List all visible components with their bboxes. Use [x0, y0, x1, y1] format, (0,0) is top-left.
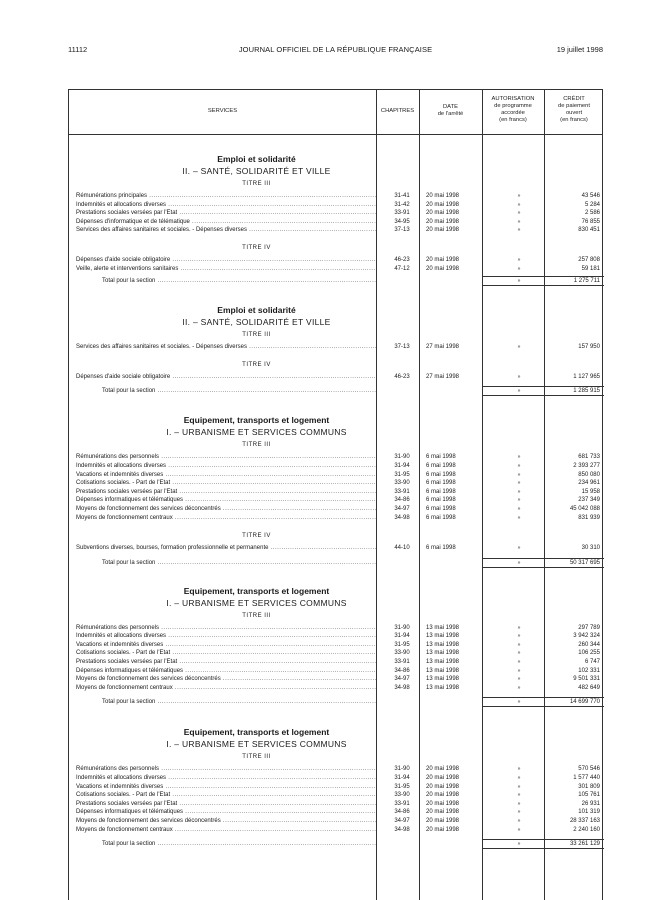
- row-date: 20 mai 1998: [426, 201, 460, 208]
- titre-heading: TITRE III: [242, 612, 271, 619]
- row-label: Moyens de fonctionnement centraux .....: [76, 514, 376, 523]
- table-row: [69, 783, 604, 792]
- budget-section: [69, 396, 604, 567]
- row-date: 20 mai 1998: [426, 210, 460, 217]
- total-autorisation: »: [517, 841, 521, 848]
- table-row: [69, 791, 604, 800]
- row-credit: 237 349: [578, 497, 600, 504]
- total-label: Total pour la section .....: [102, 276, 377, 286]
- row-autorisation: »: [517, 775, 521, 782]
- row-label: Vacations et indemnités diverses .....: [76, 783, 376, 792]
- row-autorisation: »: [517, 480, 521, 487]
- row-autorisation: »: [517, 792, 521, 799]
- row-date: 6 mai 1998: [426, 488, 456, 495]
- row-date: 20 mai 1998: [426, 218, 460, 225]
- row-autorisation: »: [517, 454, 521, 461]
- row-label: Dépenses informatiques et télématiques .....: [76, 808, 376, 817]
- row-label: Indemnités et allocations diverses .....: [76, 774, 376, 783]
- row-chapitre: 31-90: [394, 624, 410, 631]
- section-total-row: [69, 839, 604, 849]
- titre-heading: TITRE IV: [242, 533, 271, 540]
- column-header-date: DATE de l'arrêté: [437, 104, 464, 117]
- row-credit: 106 255: [578, 650, 600, 657]
- ministry-title: Equipement, transports et logement: [183, 415, 330, 426]
- row-date: 6 mai 1998: [426, 471, 456, 478]
- column-header-chapitres: CHAPITRES: [380, 108, 415, 114]
- row-credit: 30 310: [581, 545, 600, 552]
- row-autorisation: »: [517, 809, 521, 816]
- row-date: 20 mai 1998: [426, 227, 460, 234]
- table-row: [69, 808, 604, 817]
- table-row: [69, 817, 604, 826]
- row-credit: 101 319: [578, 809, 600, 816]
- row-credit: 1 577 440: [573, 775, 600, 782]
- row-credit: 76 855: [581, 218, 600, 225]
- row-chapitre: 33-90: [394, 480, 410, 487]
- section-subtitle: II. – SANTÉ, SOLIDARITÉ ET VILLE: [182, 166, 331, 176]
- row-chapitre: 31-94: [394, 633, 410, 640]
- row-credit: 297 789: [578, 624, 600, 631]
- row-credit: 850 080: [578, 471, 600, 478]
- row-autorisation: »: [517, 462, 521, 469]
- section-subtitle: II. – SANTÉ, SOLIDARITÉ ET VILLE: [182, 317, 331, 328]
- section-total-row: [69, 386, 604, 396]
- row-chapitre: 34-97: [394, 505, 410, 512]
- row-chapitre: 37-13: [394, 227, 410, 234]
- row-chapitre: 33-91: [394, 800, 410, 807]
- row-autorisation: »: [517, 667, 521, 674]
- budget-section: [69, 707, 604, 849]
- row-autorisation: »: [517, 265, 521, 272]
- row-chapitre: 31-95: [394, 783, 410, 790]
- row-autorisation: »: [517, 505, 521, 512]
- total-credit: 33 261 129: [569, 841, 600, 848]
- table-row: [69, 684, 604, 693]
- total-autorisation: »: [517, 559, 521, 566]
- row-credit: 157 950: [578, 344, 600, 351]
- row-chapitre: 34-98: [394, 826, 410, 833]
- table-row: [69, 201, 604, 210]
- row-label: Prestations sociales versées par l'Etat .....: [76, 800, 376, 809]
- row-autorisation: »: [517, 783, 521, 790]
- row-date: 20 mai 1998: [426, 783, 460, 790]
- row-chapitre: 34-97: [394, 818, 410, 824]
- table-row: [69, 471, 604, 480]
- row-chapitre: 33-91: [394, 488, 410, 495]
- row-autorisation: »: [517, 818, 521, 824]
- row-label: Prestations sociales versées par l'Etat .....: [76, 658, 376, 667]
- row-autorisation: »: [517, 545, 521, 552]
- row-label: Moyens de fonctionnement centraux .....: [76, 684, 376, 693]
- table-row: [69, 462, 604, 471]
- row-date: 6 mai 1998: [426, 480, 456, 487]
- row-date: 13 mai 1998: [426, 633, 460, 640]
- section-total-row: [69, 558, 604, 568]
- row-date: 20 mai 1998: [426, 792, 460, 799]
- row-autorisation: »: [517, 676, 521, 683]
- row-credit: 15 958: [581, 488, 600, 495]
- table-row: [69, 265, 604, 274]
- section-total-row: [69, 697, 604, 707]
- row-autorisation: »: [517, 624, 521, 631]
- row-chapitre: 31-90: [394, 454, 410, 461]
- table-row: [69, 192, 604, 201]
- total-autorisation: »: [517, 278, 521, 285]
- row-date: 20 mai 1998: [426, 775, 460, 782]
- table-row: [69, 624, 604, 633]
- row-autorisation: »: [517, 193, 521, 199]
- table-row: [69, 667, 604, 676]
- row-chapitre: 31-95: [394, 471, 410, 478]
- row-label: Services des affaires sanitaires et sociales. - Dépenses diverses .....: [76, 343, 376, 352]
- page-number: 11112: [68, 45, 88, 54]
- row-date: 27 mai 1998: [426, 344, 460, 351]
- row-date: 20 mai 1998: [426, 818, 460, 824]
- row-chapitre: 34-86: [394, 497, 410, 504]
- row-credit: 105 761: [578, 792, 600, 799]
- row-label: Rémunérations principales .....: [76, 192, 376, 201]
- row-autorisation: »: [517, 227, 521, 234]
- column-header-autorisation: AUTORISATION de programme accordée (en francs): [491, 96, 535, 123]
- row-label: Dépenses d'informatique et de télématique .....: [76, 218, 376, 227]
- row-date: 13 mai 1998: [426, 650, 460, 657]
- row-label: Rémunérations des personnels .....: [76, 624, 376, 633]
- row-credit: 28 337 163: [569, 818, 600, 824]
- titre-heading: TITRE III: [242, 332, 271, 339]
- row-autorisation: »: [517, 210, 521, 217]
- budget-section: [69, 568, 604, 708]
- total-credit: 14 699 770: [569, 699, 600, 706]
- table-row: [69, 343, 604, 352]
- row-chapitre: 31-42: [394, 201, 410, 208]
- row-label: Dépenses d'aide sociale obligatoire .....: [76, 256, 376, 265]
- header-divider: [69, 134, 602, 135]
- section-total-row: [69, 276, 604, 286]
- row-credit: 102 331: [578, 667, 600, 674]
- total-label: Total pour la section .....: [102, 558, 377, 568]
- row-date: 27 mai 1998: [426, 373, 460, 380]
- row-credit: 482 649: [578, 684, 600, 691]
- budget-section: [69, 286, 604, 396]
- row-label: Dépenses informatiques et télématiques .....: [76, 667, 376, 676]
- row-label: Prestations sociales versées par l'Etat .....: [76, 209, 376, 218]
- row-autorisation: »: [517, 218, 521, 225]
- table-row: [69, 256, 604, 265]
- row-autorisation: »: [517, 633, 521, 640]
- row-autorisation: »: [517, 344, 521, 351]
- row-chapitre: 34-98: [394, 514, 410, 521]
- page-header: [68, 45, 603, 57]
- row-date: 20 mai 1998: [426, 265, 460, 272]
- table-row: [69, 632, 604, 641]
- table-row: [69, 209, 604, 218]
- table-row: [69, 488, 604, 497]
- row-date: 13 mai 1998: [426, 641, 460, 648]
- total-autorisation: »: [517, 388, 521, 395]
- row-credit: 6 747: [584, 659, 600, 666]
- row-credit: 2 393 277: [573, 462, 600, 469]
- row-credit: 260 344: [578, 641, 600, 648]
- row-label: Indemnités et allocations diverses .....: [76, 462, 376, 471]
- row-label: Rémunérations des personnels .....: [76, 453, 376, 462]
- row-autorisation: »: [517, 659, 521, 666]
- row-chapitre: 33-91: [394, 659, 410, 666]
- row-autorisation: »: [517, 766, 521, 773]
- row-chapitre: 34-86: [394, 667, 410, 674]
- table-row: [69, 826, 604, 835]
- row-credit: 831 939: [578, 514, 600, 521]
- total-credit: 1 275 711: [573, 278, 600, 285]
- ministry-title: Equipement, transports et logement: [183, 585, 330, 596]
- row-date: 6 mai 1998: [426, 462, 456, 469]
- budget-section: [69, 136, 604, 286]
- row-credit: 301 809: [578, 783, 600, 790]
- row-label: Prestations sociales versées par l'Etat .....: [76, 488, 376, 497]
- row-autorisation: »: [517, 684, 521, 691]
- row-credit: 234 961: [578, 480, 600, 487]
- titre-heading: TITRE III: [242, 754, 271, 761]
- row-chapitre: 31-94: [394, 462, 410, 469]
- row-autorisation: »: [517, 256, 521, 263]
- row-label: Subventions diverses, bourses, formation professionnelle et permanente .....: [76, 544, 376, 553]
- journal-title: JOURNAL OFFICIEL DE LA RÉPUBLIQUE FRANÇAISE: [238, 45, 433, 54]
- row-label: Dépenses informatiques et télématiques .....: [76, 496, 376, 505]
- row-date: 20 mai 1998: [426, 766, 460, 773]
- total-label: Total pour la section .....: [102, 697, 377, 707]
- row-label: Cotisations sociales. - Part de l'Etat .....: [76, 791, 376, 800]
- row-autorisation: »: [517, 514, 521, 521]
- row-credit: 2 586: [584, 210, 600, 217]
- row-credit: 45 042 088: [569, 505, 600, 512]
- row-chapitre: 31-95: [394, 641, 410, 648]
- titre-heading: TITRE IV: [242, 244, 271, 251]
- total-label: Total pour la section .....: [102, 386, 377, 396]
- row-date: 13 mai 1998: [426, 624, 460, 631]
- row-chapitre: 33-90: [394, 792, 410, 799]
- row-date: 20 mai 1998: [426, 256, 460, 263]
- row-chapitre: 34-86: [394, 809, 410, 816]
- row-label: Indemnités et allocations diverses .....: [76, 632, 376, 641]
- row-chapitre: 46-23: [394, 256, 410, 263]
- ministry-title: Emploi et solidarité: [217, 154, 296, 164]
- table-row: [69, 514, 604, 523]
- row-chapitre: 33-90: [394, 650, 410, 657]
- table-row: [69, 373, 604, 382]
- table-row: [69, 658, 604, 667]
- row-date: 6 mai 1998: [426, 454, 456, 461]
- row-chapitre: 34-98: [394, 684, 410, 691]
- row-date: 6 mai 1998: [426, 505, 456, 512]
- table-body: [69, 136, 604, 849]
- row-credit: 681 733: [578, 454, 600, 461]
- row-credit: 26 931: [581, 800, 600, 807]
- row-date: 6 mai 1998: [426, 497, 456, 504]
- titre-heading: TITRE III: [242, 442, 271, 449]
- issue-date: 19 juillet 1998: [556, 45, 603, 54]
- row-autorisation: »: [517, 201, 521, 208]
- section-subtitle: I. – URBANISME ET SERVICES COMMUNS: [166, 597, 347, 608]
- row-credit: 1 127 965: [573, 373, 600, 380]
- row-credit: 2 240 160: [573, 826, 600, 833]
- row-credit: 830 451: [578, 227, 600, 234]
- row-autorisation: »: [517, 650, 521, 657]
- row-label: Moyens de fonctionnement centraux .....: [76, 826, 376, 835]
- row-label: Moyens de fonctionnement des services déconcentrés .....: [76, 817, 376, 826]
- row-autorisation: »: [517, 471, 521, 478]
- column-header-services: SERVICES: [207, 108, 238, 114]
- table-row: [69, 453, 604, 462]
- row-chapitre: 31-94: [394, 775, 410, 782]
- row-chapitre: 34-95: [394, 218, 410, 225]
- row-label: Vacations et indemnités diverses .....: [76, 641, 376, 650]
- row-autorisation: »: [517, 641, 521, 648]
- row-date: 6 mai 1998: [426, 514, 456, 521]
- column-header-credit: CRÉDIT de paiement ouvert (en francs): [558, 96, 590, 123]
- row-credit: 9 501 331: [573, 676, 600, 683]
- row-date: 20 mai 1998: [426, 800, 460, 807]
- row-autorisation: »: [517, 497, 521, 504]
- table-row: [69, 649, 604, 658]
- row-credit: 257 808: [578, 256, 600, 263]
- row-credit: 59 181: [581, 265, 600, 272]
- section-subtitle: I. – URBANISME ET SERVICES COMMUNS: [166, 427, 347, 438]
- row-date: 20 mai 1998: [426, 826, 460, 833]
- row-label: Moyens de fonctionnement des services déconcentrés .....: [76, 675, 376, 684]
- ministry-title: Emploi et solidarité: [217, 305, 296, 316]
- table-row: [69, 800, 604, 809]
- table-row: [69, 765, 604, 774]
- row-autorisation: »: [517, 826, 521, 833]
- row-chapitre: 31-90: [394, 766, 410, 773]
- row-date: 13 mai 1998: [426, 676, 460, 683]
- row-label: Services des affaires sanitaires et sociales. - Dépenses diverses .....: [76, 226, 376, 235]
- row-chapitre: 47-12: [394, 265, 410, 272]
- row-autorisation: »: [517, 373, 521, 380]
- row-label: Cotisations sociales. - Part de l'Etat .....: [76, 479, 376, 488]
- titre-heading: TITRE IV: [242, 361, 271, 368]
- row-chapitre: 44-10: [394, 545, 410, 552]
- section-subtitle: I. – URBANISME ET SERVICES COMMUNS: [166, 739, 347, 750]
- table-row: [69, 774, 604, 783]
- row-label: Moyens de fonctionnement des services déconcentrés .....: [76, 505, 376, 514]
- table-row: [69, 218, 604, 227]
- total-credit: 1 285 915: [573, 388, 600, 395]
- row-date: 13 mai 1998: [426, 659, 460, 666]
- row-autorisation: »: [517, 800, 521, 807]
- table-row: [69, 479, 604, 488]
- total-autorisation: »: [517, 699, 521, 706]
- row-label: Dépenses d'aide sociale obligatoire .....: [76, 373, 376, 382]
- row-date: 13 mai 1998: [426, 684, 460, 691]
- row-credit: 570 546: [578, 766, 600, 773]
- row-date: 20 mai 1998: [426, 809, 460, 816]
- row-autorisation: »: [517, 488, 521, 495]
- table-row: [69, 505, 604, 514]
- row-credit: 5 284: [584, 201, 600, 208]
- table-row: [69, 226, 604, 235]
- row-date: 13 mai 1998: [426, 667, 460, 674]
- table-row: [69, 496, 604, 505]
- total-label: Total pour la section .....: [102, 839, 377, 849]
- row-chapitre: 31-41: [394, 193, 410, 199]
- ministry-title: Equipement, transports et logement: [183, 727, 330, 738]
- row-label: Veille, alerte et interventions sanitaires .....: [76, 265, 376, 274]
- row-chapitre: 46-23: [394, 373, 410, 380]
- table-row: [69, 641, 604, 650]
- table-row: [69, 675, 604, 684]
- row-chapitre: 37-13: [394, 344, 410, 351]
- row-date: 20 mai 1998: [426, 193, 460, 199]
- row-date: 6 mai 1998: [426, 545, 456, 552]
- row-credit: 3 942 324: [573, 633, 600, 640]
- row-chapitre: 34-97: [394, 676, 410, 683]
- titre-heading: TITRE III: [242, 181, 271, 187]
- row-chapitre: 33-91: [394, 210, 410, 217]
- total-credit: 50 317 695: [569, 559, 600, 566]
- row-label: Vacations et indemnités diverses .....: [76, 471, 376, 480]
- row-label: Indemnités et allocations diverses .....: [76, 201, 376, 210]
- table-row: [69, 544, 604, 553]
- credits-table: [68, 89, 603, 900]
- row-credit: 43 546: [581, 193, 600, 199]
- row-label: Rémunérations des personnels .....: [76, 765, 376, 774]
- row-label: Cotisations sociales. - Part de l'Etat .....: [76, 649, 376, 658]
